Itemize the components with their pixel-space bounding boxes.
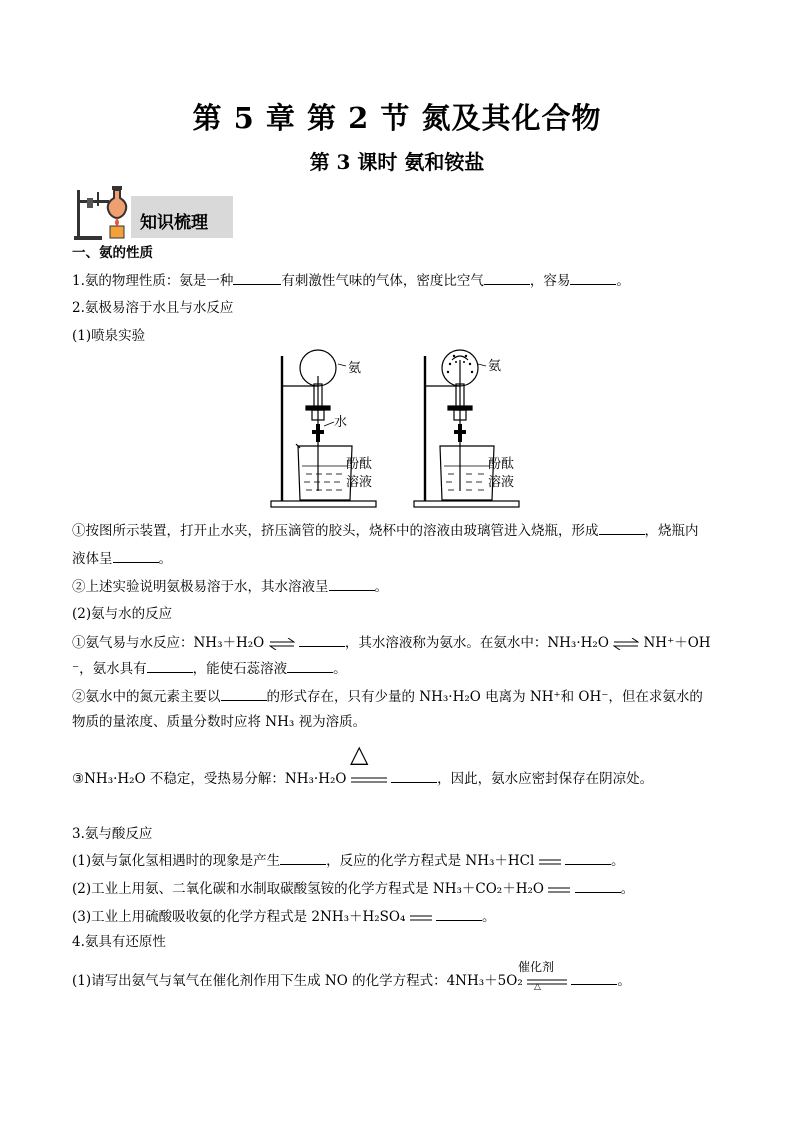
label-ammonia: 氨 bbox=[348, 361, 362, 376]
answer-blank[interactable] bbox=[571, 970, 617, 985]
section-heading: 一、氨的性质 bbox=[72, 245, 153, 261]
section-badge-label: 知识梳理 bbox=[140, 213, 208, 233]
text-line: ⁻，氨水具有 ，能使石蕊溶液 。 bbox=[72, 658, 347, 679]
heat-symbol: △ bbox=[350, 740, 369, 768]
answer-blank[interactable] bbox=[147, 658, 193, 673]
label-phenolphthalein: 酚酞 bbox=[488, 457, 515, 472]
label-phenolphthalein: 酚酞 bbox=[346, 457, 373, 472]
answer-blank[interactable] bbox=[233, 270, 281, 285]
text-line: (2)工业上用氨、二氧化碳和水制取碳酸氢铵的化学方程式是 NH₃＋CO₂＋H₂O 。 bbox=[72, 878, 634, 899]
text-line: (1)喷泉实验 bbox=[72, 328, 146, 344]
text-line: (1)氨与氯化氢相遇时的现象是产生 ，反应的化学方程式是 NH₃＋HCl 。 bbox=[72, 850, 624, 871]
text-line: ②氨水中的氮元素主要以 的形式存在，只有少量的 NH₃·H₂O 电离为 NH⁺和 OH⁻，但在求氨水的 bbox=[72, 686, 703, 707]
answer-blank[interactable] bbox=[280, 850, 326, 865]
answer-blank[interactable] bbox=[575, 878, 621, 893]
equals-arrow-icon bbox=[539, 858, 561, 866]
text-line: (3)工业上用硫酸吸收氨的化学方程式是 2NH₃＋H₂SO₄ 。 bbox=[72, 906, 496, 927]
equals-arrow-icon bbox=[410, 914, 432, 922]
catalyst-label: 催化剂 bbox=[518, 960, 555, 974]
answer-blank[interactable] bbox=[570, 270, 616, 285]
equals-arrow-icon bbox=[351, 776, 387, 784]
heat-symbol-small: △ bbox=[534, 982, 541, 992]
answer-blank[interactable] bbox=[436, 906, 482, 921]
text-line: ②上述实验说明氨极易溶于水，其水溶液呈 。 bbox=[72, 576, 388, 597]
text-line: 3.氨与酸反应 bbox=[72, 826, 153, 842]
text-line: ①按图所示装置，打开止水夹，挤压滴管的胶头，烧杯中的溶液由玻璃管进入烧瓶，形成 ，烧瓶内 bbox=[72, 520, 699, 541]
text-line: (2)氨与水的反应 bbox=[72, 606, 173, 622]
label-ammonia: 氨 bbox=[488, 359, 502, 374]
text-line: 物质的量浓度、质量分数时应将 NH₃ 视为溶质。 bbox=[72, 714, 367, 730]
label-water: 水 bbox=[334, 415, 348, 430]
answer-blank[interactable] bbox=[599, 520, 645, 535]
answer-blank[interactable] bbox=[287, 658, 333, 673]
page-subtitle: 第 3 课时 氨和铵盐 bbox=[309, 150, 485, 174]
answer-blank[interactable] bbox=[565, 850, 611, 865]
answer-blank[interactable] bbox=[113, 548, 159, 563]
page-title: 第 5 章 第 2 节 氮及其化合物 bbox=[192, 101, 602, 135]
label-solution: 溶液 bbox=[488, 475, 515, 490]
reversible-arrow-icon bbox=[269, 638, 295, 650]
label-solution: 溶液 bbox=[346, 475, 373, 490]
answer-blank[interactable] bbox=[329, 576, 375, 591]
answer-blank[interactable] bbox=[299, 632, 345, 647]
text-line: 4.氨具有还原性 bbox=[72, 934, 166, 950]
text-line: (1)请写出氨气与氧气在催化剂作用下生成 NO 的化学方程式：4NH₃＋5O₂ 。 bbox=[72, 970, 631, 991]
equals-arrow-icon bbox=[548, 886, 570, 894]
text-line: 1.氨的物理性质：氨是一种 有刺激性气味的气体，密度比空气 ，容易 。 bbox=[72, 270, 630, 291]
fountain-experiment-diagram bbox=[268, 346, 528, 512]
text-line: ③NH₃·H₂O 不稳定，受热易分解：NH₃·H₂O ，因此，氨水应密封保存在阴凉处。 bbox=[72, 768, 653, 789]
answer-blank[interactable] bbox=[391, 768, 437, 783]
answer-blank[interactable] bbox=[484, 270, 530, 285]
reversible-arrow-icon bbox=[613, 638, 639, 650]
text-line: ①氨气易与水反应：NH₃＋H₂O ，其水溶液称为氨水。在氨水中：NH₃·H₂O NH⁺＋OH bbox=[72, 632, 711, 653]
lab-apparatus-icon bbox=[74, 180, 132, 242]
text-line: 液体呈 。 bbox=[72, 548, 172, 569]
text-line: 2.氨极易溶于水且与水反应 bbox=[72, 300, 234, 316]
answer-blank[interactable] bbox=[221, 686, 267, 701]
